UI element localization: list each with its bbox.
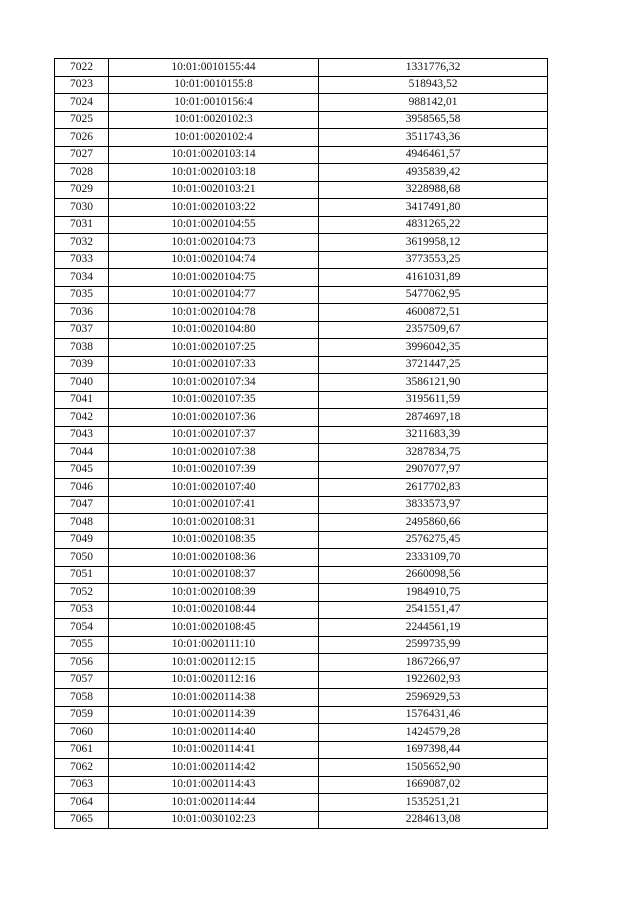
table-row: [55, 304, 548, 322]
row-number-cell: 7031: [55, 216, 109, 234]
row-number-cell: 7047: [55, 496, 109, 514]
table-row: [55, 426, 548, 444]
table-row: [55, 636, 548, 654]
table-row: [55, 444, 548, 462]
cadastral-value-cell: 3195611,59: [319, 391, 548, 409]
row-number-cell: 7023: [55, 76, 109, 94]
row-number-cell: 7040: [55, 374, 109, 392]
cadastral-number-cell: 10:01:0010156:4: [109, 94, 319, 112]
cadastral-value-cell: 2874697,18: [319, 409, 548, 427]
cadastral-value-cell: 1505652,90: [319, 759, 548, 777]
cadastral-number-cell: 10:01:0020108:39: [109, 584, 319, 602]
cadastral-number-cell: 10:01:0020107:33: [109, 356, 319, 374]
cadastral-value-cell: 3773553,25: [319, 251, 548, 269]
row-number-cell: 7053: [55, 601, 109, 619]
cadastral-value-cell: 1576431,46: [319, 706, 548, 724]
cadastral-number-cell: 10:01:0020114:41: [109, 741, 319, 759]
cadastral-number-cell: 10:01:0020104:78: [109, 304, 319, 322]
table-row: [55, 479, 548, 497]
table-row: [55, 269, 548, 287]
table-row: [55, 251, 548, 269]
table-row: [55, 741, 548, 759]
table-row: [55, 129, 548, 147]
row-number-cell: 7043: [55, 426, 109, 444]
cadastral-value-cell: 3586121,90: [319, 374, 548, 392]
table-row: [55, 164, 548, 182]
cadastral-number-cell: 10:01:0020107:25: [109, 339, 319, 357]
cadastral-number-cell: 10:01:0020104:73: [109, 234, 319, 252]
table-row: [55, 234, 548, 252]
cadastral-number-cell: 10:01:0020114:39: [109, 706, 319, 724]
row-number-cell: 7065: [55, 811, 109, 829]
table-row: [55, 584, 548, 602]
row-number-cell: 7032: [55, 234, 109, 252]
cadastral-number-cell: 10:01:0020107:41: [109, 496, 319, 514]
cadastral-number-cell: 10:01:0020108:31: [109, 514, 319, 532]
cadastral-number-cell: 10:01:0020103:22: [109, 199, 319, 217]
cadastral-number-cell: 10:01:0020114:38: [109, 689, 319, 707]
cadastral-number-cell: 10:01:0020107:38: [109, 444, 319, 462]
cadastral-value-cell: 4600872,51: [319, 304, 548, 322]
row-number-cell: 7064: [55, 794, 109, 812]
cadastral-value-cell: 4946461,57: [319, 146, 548, 164]
row-number-cell: 7034: [55, 269, 109, 287]
cadastral-number-cell: 10:01:0020108:36: [109, 549, 319, 567]
cadastral-number-cell: 10:01:0020107:39: [109, 461, 319, 479]
row-number-cell: 7050: [55, 549, 109, 567]
row-number-cell: 7033: [55, 251, 109, 269]
cadastral-number-cell: 10:01:0020107:35: [109, 391, 319, 409]
table-row: [55, 59, 548, 77]
cadastral-value-cell: 3958565,58: [319, 111, 548, 129]
cadastral-value-cell: 3211683,39: [319, 426, 548, 444]
row-number-cell: 7030: [55, 199, 109, 217]
row-number-cell: 7036: [55, 304, 109, 322]
cadastral-number-cell: 10:01:0020114:44: [109, 794, 319, 812]
cadastral-value-cell: 988142,01: [319, 94, 548, 112]
cadastral-number-cell: 10:01:0020104:80: [109, 321, 319, 339]
cadastral-value-cell: 5477062,95: [319, 286, 548, 304]
table-body: [55, 59, 548, 829]
cadastral-number-cell: 10:01:0020111:10: [109, 636, 319, 654]
cadastral-value-cell: 3996042,35: [319, 339, 548, 357]
cadastral-value-cell: 1984910,75: [319, 584, 548, 602]
cadastral-value-cell: 3417491,80: [319, 199, 548, 217]
table-row: [55, 654, 548, 672]
row-number-cell: 7044: [55, 444, 109, 462]
table-row: [55, 759, 548, 777]
cadastral-value-cell: 2660098,56: [319, 566, 548, 584]
cadastral-value-cell: 1669087,02: [319, 776, 548, 794]
table-row: [55, 619, 548, 637]
row-number-cell: 7048: [55, 514, 109, 532]
cadastral-value-cell: 2576275,45: [319, 531, 548, 549]
cadastral-number-cell: 10:01:0020112:15: [109, 654, 319, 672]
cadastral-value-cell: 2617702,83: [319, 479, 548, 497]
cadastral-value-cell: 2596929,53: [319, 689, 548, 707]
cadastral-value-cell: 2357509,67: [319, 321, 548, 339]
row-number-cell: 7060: [55, 724, 109, 742]
table-row: [55, 374, 548, 392]
row-number-cell: 7041: [55, 391, 109, 409]
cadastral-value-cell: 3833573,97: [319, 496, 548, 514]
cadastral-number-cell: 10:01:0020103:18: [109, 164, 319, 182]
table-row: [55, 216, 548, 234]
cadastral-number-cell: 10:01:0020103:21: [109, 181, 319, 199]
cadastral-value-cell: 3721447,25: [319, 356, 548, 374]
row-number-cell: 7046: [55, 479, 109, 497]
row-number-cell: 7024: [55, 94, 109, 112]
cadastral-value-cell: 2244561,19: [319, 619, 548, 637]
cadastral-value-cell: 3228988,68: [319, 181, 548, 199]
table-row: [55, 339, 548, 357]
cadastral-value-table: [54, 58, 548, 829]
row-number-cell: 7057: [55, 671, 109, 689]
table-row: [55, 409, 548, 427]
cadastral-number-cell: 10:01:0020114:42: [109, 759, 319, 777]
row-number-cell: 7059: [55, 706, 109, 724]
row-number-cell: 7062: [55, 759, 109, 777]
cadastral-number-cell: 10:01:0020104:77: [109, 286, 319, 304]
cadastral-number-cell: 10:01:0020114:40: [109, 724, 319, 742]
table-row: [55, 531, 548, 549]
table-row: [55, 321, 548, 339]
table-row: [55, 461, 548, 479]
table-row: [55, 794, 548, 812]
cadastral-value-cell: 4831265,22: [319, 216, 548, 234]
cadastral-number-cell: 10:01:0020104:55: [109, 216, 319, 234]
cadastral-number-cell: 10:01:0020102:4: [109, 129, 319, 147]
cadastral-number-cell: 10:01:0020108:44: [109, 601, 319, 619]
cadastral-value-cell: 2495860,66: [319, 514, 548, 532]
row-number-cell: 7055: [55, 636, 109, 654]
row-number-cell: 7025: [55, 111, 109, 129]
table-row: [55, 356, 548, 374]
cadastral-number-cell: 10:01:0020107:36: [109, 409, 319, 427]
table-row: [55, 496, 548, 514]
row-number-cell: 7037: [55, 321, 109, 339]
row-number-cell: 7038: [55, 339, 109, 357]
cadastral-number-cell: 10:01:0020112:16: [109, 671, 319, 689]
cadastral-value-cell: 518943,52: [319, 76, 548, 94]
cadastral-number-cell: 10:01:0020103:14: [109, 146, 319, 164]
row-number-cell: 7051: [55, 566, 109, 584]
cadastral-value-cell: 2284613,08: [319, 811, 548, 829]
table-row: [55, 94, 548, 112]
table-row: [55, 199, 548, 217]
cadastral-number-cell: 10:01:0020107:40: [109, 479, 319, 497]
row-number-cell: 7026: [55, 129, 109, 147]
row-number-cell: 7028: [55, 164, 109, 182]
table-row: [55, 671, 548, 689]
cadastral-number-cell: 10:01:0010155:44: [109, 59, 319, 77]
cadastral-value-cell: 2333109,70: [319, 549, 548, 567]
table-row: [55, 724, 548, 742]
cadastral-value-cell: 1922602,93: [319, 671, 548, 689]
table-row: [55, 286, 548, 304]
table-row: [55, 689, 548, 707]
cadastral-value-cell: 2541551,47: [319, 601, 548, 619]
cadastral-value-cell: 3619958,12: [319, 234, 548, 252]
table-row: [55, 391, 548, 409]
row-number-cell: 7061: [55, 741, 109, 759]
cadastral-value-cell: 3511743,36: [319, 129, 548, 147]
table-row: [55, 549, 548, 567]
table-row: [55, 566, 548, 584]
cadastral-number-cell: 10:01:0020107:34: [109, 374, 319, 392]
cadastral-value-cell: 3287834,75: [319, 444, 548, 462]
table-row: [55, 181, 548, 199]
row-number-cell: 7029: [55, 181, 109, 199]
row-number-cell: 7042: [55, 409, 109, 427]
cadastral-value-cell: 4935839,42: [319, 164, 548, 182]
row-number-cell: 7063: [55, 776, 109, 794]
cadastral-number-cell: 10:01:0010155:8: [109, 76, 319, 94]
row-number-cell: 7049: [55, 531, 109, 549]
row-number-cell: 7058: [55, 689, 109, 707]
cadastral-value-cell: 1697398,44: [319, 741, 548, 759]
row-number-cell: 7056: [55, 654, 109, 672]
row-number-cell: 7045: [55, 461, 109, 479]
cadastral-value-cell: 1331776,32: [319, 59, 548, 77]
cadastral-number-cell: 10:01:0020108:35: [109, 531, 319, 549]
cadastral-value-cell: 2599735,99: [319, 636, 548, 654]
table-row: [55, 76, 548, 94]
row-number-cell: 7039: [55, 356, 109, 374]
table-row: [55, 601, 548, 619]
table-row: [55, 111, 548, 129]
table-row: [55, 706, 548, 724]
table-row: [55, 776, 548, 794]
row-number-cell: 7022: [55, 59, 109, 77]
table-row: [55, 514, 548, 532]
cadastral-number-cell: 10:01:0020108:45: [109, 619, 319, 637]
row-number-cell: 7052: [55, 584, 109, 602]
cadastral-number-cell: 10:01:0030102:23: [109, 811, 319, 829]
cadastral-number-cell: 10:01:0020108:37: [109, 566, 319, 584]
cadastral-number-cell: 10:01:0020104:74: [109, 251, 319, 269]
row-number-cell: 7027: [55, 146, 109, 164]
cadastral-value-cell: 2907077,97: [319, 461, 548, 479]
row-number-cell: 7035: [55, 286, 109, 304]
cadastral-value-cell: 4161031,89: [319, 269, 548, 287]
cadastral-value-cell: 1867266,97: [319, 654, 548, 672]
table-row: [55, 811, 548, 829]
table-row: [55, 146, 548, 164]
cadastral-value-cell: 1424579,28: [319, 724, 548, 742]
cadastral-number-cell: 10:01:0020107:37: [109, 426, 319, 444]
row-number-cell: 7054: [55, 619, 109, 637]
cadastral-number-cell: 10:01:0020102:3: [109, 111, 319, 129]
cadastral-number-cell: 10:01:0020114:43: [109, 776, 319, 794]
cadastral-value-cell: 1535251,21: [319, 794, 548, 812]
cadastral-number-cell: 10:01:0020104:75: [109, 269, 319, 287]
